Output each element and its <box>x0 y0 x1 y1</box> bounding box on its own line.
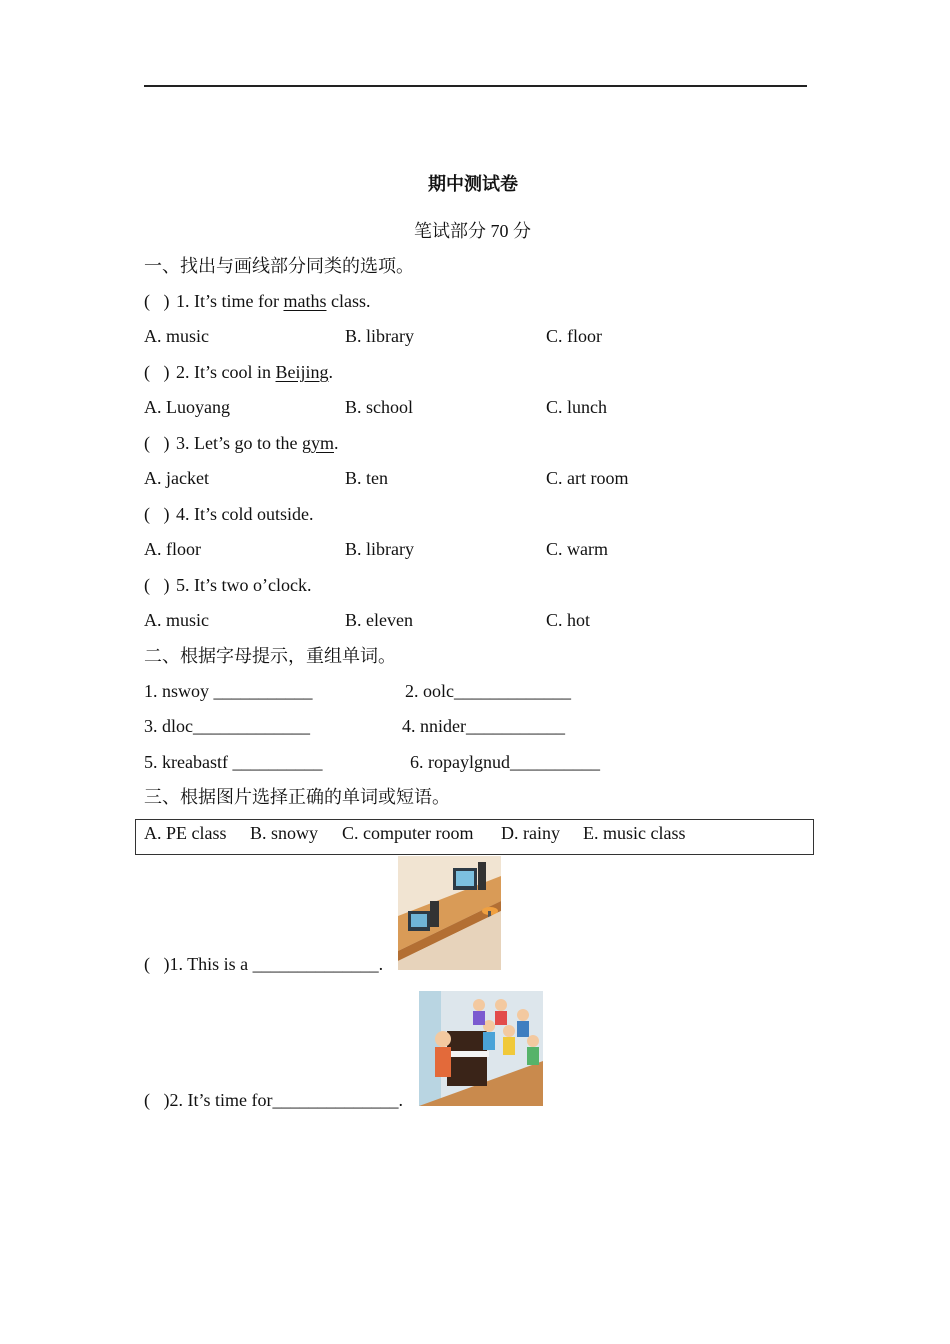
section1-heading: 一、找出与画线部分同类的选项。 <box>144 256 414 276</box>
option-b[interactable]: B. eleven <box>345 610 413 630</box>
option-c[interactable]: C. floor <box>546 326 602 346</box>
option-a[interactable]: A. floor <box>144 539 201 559</box>
option-a[interactable]: A. music <box>144 610 209 630</box>
page-subtitle: 笔试部分 70 分 <box>414 221 531 241</box>
question-text: 1. It’s time for maths class. <box>176 291 371 311</box>
computer-room-picture <box>398 856 501 970</box>
option-b[interactable]: B. library <box>345 326 414 346</box>
header-rule <box>144 85 807 87</box>
bank-option-d: D. rainy <box>501 823 560 843</box>
word-item-5[interactable]: 5. kreabastf __________ <box>144 752 323 772</box>
word-item-3[interactable]: 3. dloc_____________ <box>144 716 310 736</box>
question-text: 3. Let’s go to the gym. <box>176 433 339 453</box>
option-b[interactable]: B. ten <box>345 468 388 488</box>
word-item-6[interactable]: 6. ropaylgnud__________ <box>410 752 600 772</box>
option-b[interactable]: B. library <box>345 539 414 559</box>
answer-paren[interactable]: ( ) <box>144 362 170 382</box>
question-text: 2. It’s cool in Beijing. <box>176 362 333 382</box>
option-c[interactable]: C. lunch <box>546 397 607 417</box>
music-class-picture <box>419 991 543 1106</box>
section2-heading: 二、根据字母提示，重组单词。 <box>144 646 396 666</box>
question-text: 5. It’s two o’clock. <box>176 575 312 595</box>
section3-heading: 三、根据图片选择正确的单词或短语。 <box>144 787 450 807</box>
page-title: 期中测试卷 <box>428 174 518 194</box>
bank-option-c: C. computer room <box>342 823 474 843</box>
option-a[interactable]: A. jacket <box>144 468 209 488</box>
answer-paren[interactable]: ( ) <box>144 291 170 311</box>
option-c[interactable]: C. warm <box>546 539 608 559</box>
option-a[interactable]: A. Luoyang <box>144 397 230 417</box>
question-text: 4. It’s cold outside. <box>176 504 314 524</box>
word-item-2[interactable]: 2. oolc_____________ <box>405 681 571 701</box>
answer-paren[interactable]: ( ) <box>144 575 170 595</box>
answer-paren[interactable]: ( ) <box>144 433 170 453</box>
bank-option-a: A. PE class <box>144 823 227 843</box>
bank-option-b: B. snowy <box>250 823 319 843</box>
answer-paren[interactable]: ( ) <box>144 504 170 524</box>
word-item-1[interactable]: 1. nswoy ___________ <box>144 681 313 701</box>
option-c[interactable]: C. art room <box>546 468 629 488</box>
bank-option-e: E. music class <box>583 823 686 843</box>
option-c[interactable]: C. hot <box>546 610 591 630</box>
picture-question-1: ( )1. This is a ______________. <box>144 954 384 974</box>
option-a[interactable]: A. music <box>144 326 209 346</box>
word-item-4[interactable]: 4. nnider___________ <box>402 716 565 736</box>
word-bank-box <box>135 819 814 855</box>
picture-question-2: ( )2. It’s time for______________. <box>144 1090 403 1110</box>
option-b[interactable]: B. school <box>345 397 414 417</box>
